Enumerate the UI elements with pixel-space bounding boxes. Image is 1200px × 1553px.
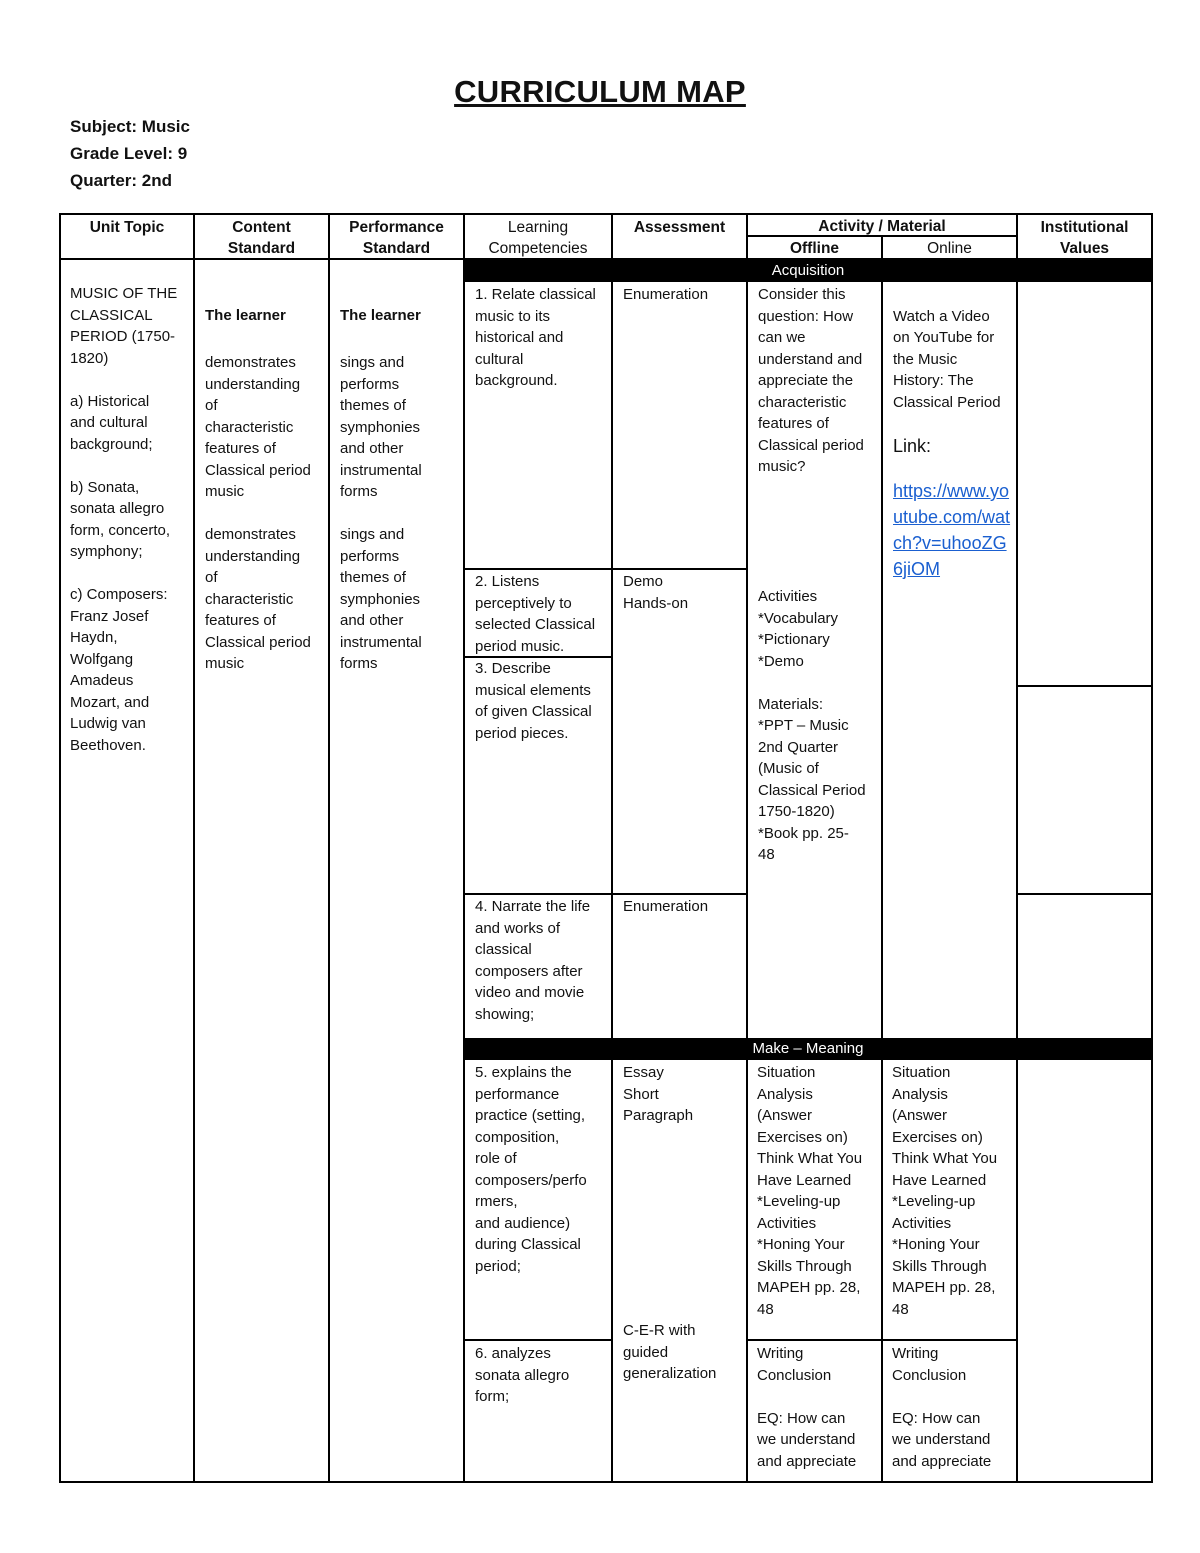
competency-5: 5. explains the performance practice (setting, composition, role of composers/perfo rmers, and audience) during Classical period;	[475, 1064, 587, 1275]
offline-activities-materials: Activities *Vocabulary *Pictionary *Demo Materials: *PPT – Music 2nd Quarter (Music of Classical Period 1750-1820) *Book pp. 25- 48	[758, 588, 866, 863]
content-standard-cell	[205, 283, 327, 696]
header-activity-material: Activity / Material	[818, 218, 946, 235]
assessment-4: Enumeration	[623, 898, 709, 915]
assessment-6: C-E-R with guided generalization	[623, 1322, 717, 1382]
col-divider	[193, 213, 195, 1483]
online-make-meaning-2: Writing Conclusion EQ: How can we understand and appreciate	[892, 1345, 992, 1470]
offline-make-meaning-1: Situation Analysis (Answer Exercises on) Think What You Have Learned *Leveling-up Activities *Honing Your Skills Through MAPEH pp. 28, 48	[757, 1064, 863, 1318]
header-content-standard: Content Standard	[227, 219, 296, 257]
col-divider	[746, 213, 748, 1483]
header-learning-competencies: Learning Competencies	[488, 219, 588, 257]
row-divider	[463, 568, 748, 570]
row-divider	[746, 1339, 1018, 1341]
quarter-label: Quarter: 2nd	[70, 171, 173, 190]
table-border-left	[59, 213, 61, 1483]
row-divider	[463, 1339, 613, 1341]
content-standard-body: demonstrates understanding of characteristic features of Classical period music demonstrates understanding of characteristic features of Classical period music	[205, 354, 311, 672]
unit-topic-text: MUSIC OF THE CLASSICAL PERIOD (1750- 1820) a) Historical and cultural background; b) Sonata, sonata allegro form, concerto, symphony; c) Composers: Franz Josef Haydn, Wolfgang Amadeus Mozart, and Ludwig van Beethoven.	[70, 285, 178, 754]
col-divider	[1016, 213, 1018, 1483]
header-institutional-values: Institutional Values	[1040, 219, 1129, 257]
subject-label: Subject: Music	[70, 117, 190, 136]
row-divider	[1016, 893, 1153, 895]
competency-1: 1. Relate classical music to its historical and cultural background.	[475, 286, 596, 389]
table-border-top	[59, 213, 1153, 215]
grade-level-label: Grade Level: 9	[70, 144, 188, 163]
row-divider	[463, 893, 748, 895]
youtube-link[interactable]: https://www.youtube.com/watch?v=uhooZG6jiOM	[893, 481, 1011, 579]
header-performance-standard: Performance Standard	[349, 219, 444, 257]
competency-3: 3. Describe musical elements of given Classical period pieces.	[475, 660, 592, 742]
performance-standard-cell	[340, 283, 462, 696]
online-acquisition-text: Watch a Video on YouTube for the Music History: The Classical Period	[893, 307, 1001, 411]
offline-make-meaning-2: Writing Conclusion EQ: How can we understand and appreciate	[757, 1345, 857, 1470]
col-divider	[328, 213, 330, 1483]
competency-4: 4. Narrate the life and works of classical composers after video and movie showing;	[475, 898, 591, 1023]
table-border-bottom	[59, 1481, 1153, 1483]
section-bar-acquisition: Acquisition	[463, 260, 1153, 282]
header-offline: Offline	[789, 240, 840, 257]
competency-6: 6. analyzes sonata allegro form;	[475, 1345, 570, 1405]
online-acquisition	[893, 284, 1015, 604]
competency-2: 2. Listens perceptively to selected Classical period music.	[475, 573, 596, 655]
performance-standard-body: sings and performs themes of symphonies and other instrumental forms sings and performs themes of symphonies and other instrumental forms	[340, 354, 422, 672]
online-make-meaning-1: Situation Analysis (Answer Exercises on) Think What You Have Learned *Leveling-up Activities *Honing Your Skills Through MAPEH pp. 28, 48	[892, 1064, 998, 1318]
row-divider	[1016, 685, 1153, 687]
page-title: CURRICULUM MAP	[454, 74, 746, 109]
curriculum-table	[59, 213, 1153, 1483]
performance-standard-lead: The learner	[340, 306, 421, 324]
table-border-right	[1151, 213, 1153, 1483]
col-divider	[881, 235, 883, 1483]
header-assessment: Assessment	[633, 219, 726, 236]
offline-acquisition: Consider this question: How can we understand and appreciate the characteristic features of Classical period music?	[758, 286, 864, 475]
online-link-label: Link:	[893, 435, 932, 456]
section-bar-make-meaning: Make – Meaning	[463, 1038, 1153, 1060]
assessment-2: Demo Hands-on	[623, 573, 689, 612]
content-standard-lead: The learner	[205, 306, 286, 324]
header-unit-topic: Unit Topic	[89, 219, 165, 236]
header-online: Online	[927, 240, 972, 257]
assessment-5: Essay Short Paragraph	[623, 1064, 694, 1124]
assessment-1: Enumeration	[623, 286, 709, 303]
col-divider	[611, 213, 613, 1483]
col-divider	[463, 213, 465, 1483]
